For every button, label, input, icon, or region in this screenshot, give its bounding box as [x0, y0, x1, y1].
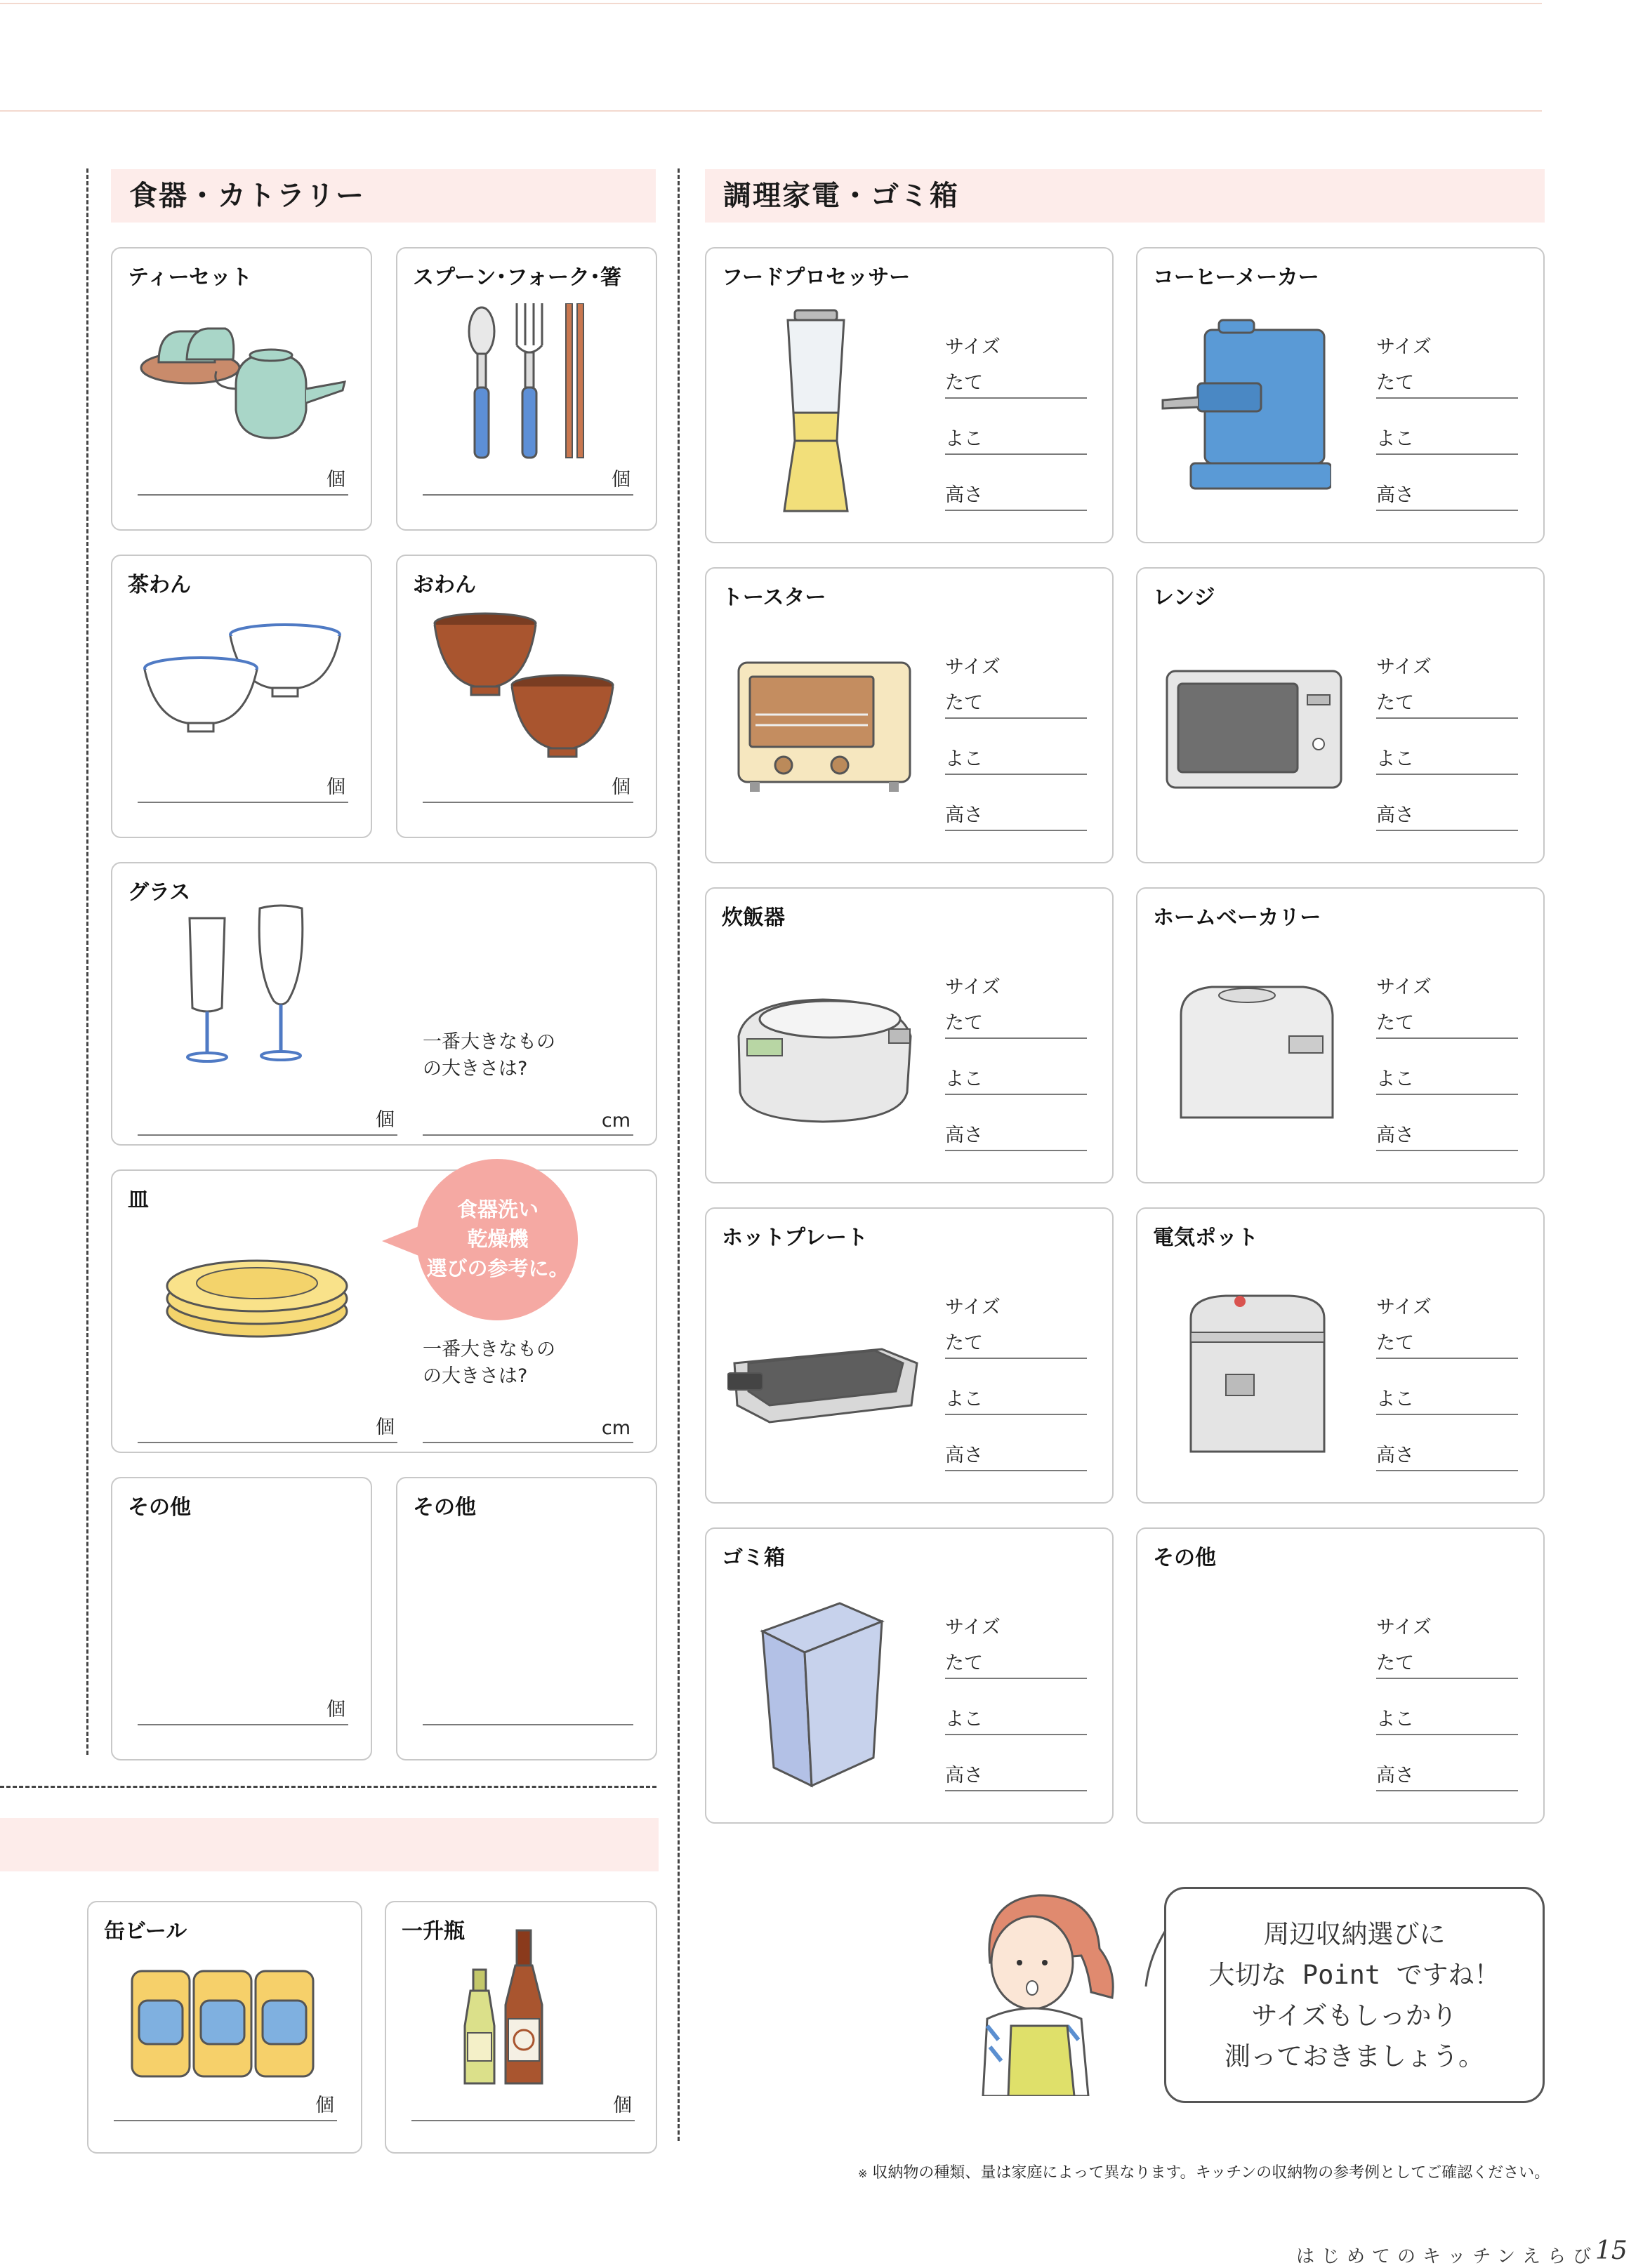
height-field[interactable]: たて: [945, 369, 1087, 399]
width-field[interactable]: よこ: [1376, 745, 1518, 775]
footnote: ※ 収納物の種類、量は家庭によって異なります。キッチンの収納物の参考例としてご確認ください。: [858, 2164, 1550, 2182]
depth-field[interactable]: 高さ: [945, 802, 1087, 831]
home-bakery-illustration: [1177, 980, 1338, 1134]
card-title: 缶ビール: [104, 1919, 187, 1944]
card-cutlery: [396, 247, 657, 531]
card-title: その他: [128, 1495, 191, 1520]
tea-set-illustration: [138, 305, 348, 445]
card-microwave: [1136, 567, 1545, 863]
depth-field[interactable]: 高さ: [1376, 1762, 1518, 1791]
card-title: ゴミ箱: [722, 1546, 785, 1570]
height-field[interactable]: たて: [1376, 369, 1518, 399]
card-other: [111, 1477, 372, 1760]
card-toaster: [705, 567, 1114, 863]
height-field[interactable]: たて: [945, 1329, 1087, 1359]
height-field[interactable]: たて: [1376, 1009, 1518, 1039]
largest-size-question: 一番大きなもの の大きさは?: [423, 1031, 555, 1080]
canned-beer-illustration: [131, 1965, 320, 2085]
largest-size-question: 一番大きなもの の大きさは?: [423, 1339, 555, 1387]
height-field[interactable]: たて: [1376, 1650, 1518, 1679]
card-soup-bowl: [396, 555, 657, 838]
card-other: [396, 1477, 657, 1760]
width-field[interactable]: よこ: [1376, 1066, 1518, 1095]
card-title: スプーン･フォーク･箸: [413, 265, 621, 290]
height-field[interactable]: たて: [945, 689, 1087, 719]
coffee-maker-illustration: [1156, 316, 1331, 498]
card-title: ティーセット: [128, 265, 252, 290]
hot-plate-illustration: [727, 1335, 924, 1433]
rice-cooker-illustration: [732, 987, 921, 1127]
card-food-processor: [705, 247, 1114, 543]
width-field[interactable]: よこ: [945, 745, 1087, 775]
size-label: サイズ: [945, 976, 1001, 998]
plate-illustration: [166, 1241, 362, 1346]
count-field[interactable]: 個: [138, 1696, 348, 1725]
count-field[interactable]: 個: [423, 466, 633, 496]
count-field[interactable]: 個: [423, 774, 633, 803]
card-coffee-maker: [1136, 247, 1545, 543]
depth-field[interactable]: 高さ: [945, 1442, 1087, 1471]
card-title: 茶わん: [128, 573, 191, 597]
top-rule: [0, 3, 1542, 4]
left-dashed-guide: [86, 168, 88, 1755]
card-other-appliance: [1136, 1527, 1545, 1824]
card-glass: [111, 862, 657, 1146]
card-title: ホームベーカリー: [1153, 906, 1321, 930]
section-title-appliances: 調理家電・ゴミ箱: [723, 180, 959, 212]
footer-book-title: はじめてのキッチンえらび: [1296, 2246, 1599, 2267]
depth-field[interactable]: 高さ: [1376, 802, 1518, 831]
card-title: レンジ: [1153, 585, 1215, 610]
depth-field[interactable]: 高さ: [1376, 482, 1518, 511]
top-rule-2: [0, 110, 1542, 112]
speech-text: 周辺収納選びに 大切な Point ですね！ サイズもしっかり 測っておきましょう。: [1208, 1919, 1500, 2071]
size-label: サイズ: [1376, 656, 1432, 678]
card-title: フードプロセッサー: [722, 265, 911, 290]
trash-can-illustration: [755, 1596, 889, 1793]
size-label: サイズ: [1376, 1617, 1432, 1638]
width-field[interactable]: よこ: [945, 1386, 1087, 1415]
size-label: サイズ: [945, 1617, 1001, 1638]
count-field[interactable]: 個: [138, 466, 348, 496]
card-title: 一升瓶: [402, 1919, 465, 1944]
width-field[interactable]: よこ: [945, 1066, 1087, 1095]
section-header-tableware: [111, 169, 656, 223]
card-tea-set: [111, 247, 372, 531]
card-title: おわん: [413, 573, 476, 597]
card-title: 皿: [128, 1188, 149, 1212]
rice-bowl-illustration: [138, 619, 348, 760]
glass-illustration: [183, 903, 323, 1071]
width-field[interactable]: よこ: [945, 1706, 1087, 1735]
size-label: サイズ: [1376, 1297, 1432, 1318]
section-header-appliances: [705, 169, 1545, 223]
count-field[interactable]: 個: [138, 1106, 397, 1136]
woman-illustration: [962, 1885, 1130, 2096]
speech-bubble-tail: [1144, 1923, 1168, 1994]
page-number: 15: [1595, 2236, 1628, 2265]
count-field[interactable]: 個: [138, 774, 348, 803]
card-electric-pot: [1136, 1207, 1545, 1504]
count-field[interactable]: 個: [138, 1414, 397, 1443]
card-trash-can: [705, 1527, 1114, 1824]
depth-field[interactable]: 高さ: [945, 482, 1087, 511]
size-label: サイズ: [1376, 336, 1432, 358]
cutlery-illustration: [461, 303, 601, 465]
card-hot-plate: [705, 1207, 1114, 1504]
electric-pot-illustration: [1184, 1290, 1331, 1473]
card-title: その他: [1153, 1546, 1216, 1570]
soup-bowl-illustration: [433, 609, 629, 764]
section-header-beverages: [0, 1818, 659, 1871]
count-field[interactable]: 個: [411, 2092, 635, 2121]
size-label: サイズ: [945, 336, 1001, 358]
speech-bubble: [1164, 1887, 1545, 2103]
section-divider-dashed: [0, 1786, 656, 1788]
size-label: サイズ: [945, 656, 1001, 678]
depth-field[interactable]: 高さ: [945, 1122, 1087, 1151]
depth-field[interactable]: 高さ: [945, 1762, 1087, 1791]
section-title-tableware: 食器・カトラリー: [129, 180, 365, 212]
width-field[interactable]: よこ: [1376, 1386, 1518, 1415]
microwave-illustration: [1163, 667, 1345, 800]
depth-field[interactable]: 高さ: [1376, 1442, 1518, 1471]
width-field[interactable]: よこ: [1376, 1706, 1518, 1735]
height-field[interactable]: たて: [945, 1650, 1087, 1679]
count-field[interactable]: [423, 1696, 633, 1725]
card-title: 電気ポット: [1153, 1226, 1258, 1250]
card-title: トースター: [722, 585, 826, 610]
sake-bottle-illustration: [463, 1928, 562, 2089]
size-field-cm[interactable]: cm: [423, 1106, 633, 1136]
card-title: ホットプレート: [722, 1226, 868, 1250]
card-home-bakery: [1136, 887, 1545, 1183]
card-rice-cooker: [705, 887, 1114, 1183]
card-title: コーヒーメーカー: [1153, 265, 1319, 290]
height-field[interactable]: たて: [1376, 1329, 1518, 1359]
size-label: サイズ: [945, 1297, 1001, 1318]
width-field[interactable]: よこ: [1376, 425, 1518, 455]
height-field[interactable]: たて: [1376, 689, 1518, 719]
center-dashed-guide: [678, 168, 680, 2141]
toaster-illustration: [734, 658, 917, 799]
card-sake-bottle: [385, 1901, 657, 2154]
size-field-cm[interactable]: cm: [423, 1414, 633, 1443]
depth-field[interactable]: 高さ: [1376, 1122, 1518, 1151]
card-title: その他: [413, 1495, 476, 1520]
card-title: グラス: [128, 880, 191, 905]
card-rice-bowl: [111, 555, 372, 838]
card-title: 炊飯器: [722, 906, 785, 930]
width-field[interactable]: よこ: [945, 425, 1087, 455]
size-label: サイズ: [1376, 976, 1432, 998]
card-canned-beer: [87, 1901, 362, 2154]
food-processor-illustration: [774, 307, 858, 518]
count-field[interactable]: 個: [114, 2092, 337, 2121]
height-field[interactable]: たて: [945, 1009, 1087, 1039]
callout-text: 食器洗い 乾燥機 選びの参考に。: [426, 1198, 569, 1280]
